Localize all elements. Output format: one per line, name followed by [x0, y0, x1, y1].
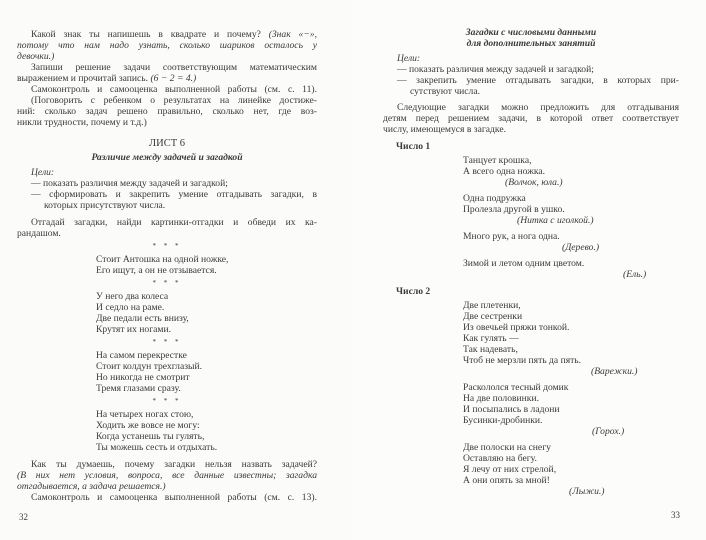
riddle-line: Его ищут, а он не отзывается.	[96, 265, 217, 276]
intro-line: детям перед решением задачи, в которой ответ соответствует	[383, 113, 679, 124]
riddle-line: Но никогда не смотрит	[96, 372, 190, 383]
section-title: Загадки с числовыми данными	[465, 27, 597, 38]
goal-item: — закрепить умение отгадывать загадки, в которых при-	[397, 75, 679, 86]
riddle-line: Из овечьей пряжи тонкой.	[463, 322, 570, 333]
riddle-line: Одна подружка	[463, 193, 526, 204]
right-page	[353, 0, 706, 540]
riddle-line: Две сестренки	[463, 311, 523, 322]
riddle-line: Стоит Антошка на одной ножке,	[96, 254, 229, 265]
riddle-answer: (Лыжи.)	[569, 486, 605, 497]
sheet-title: ЛИСТ 6	[149, 138, 185, 149]
riddle-answer: (Нитка с иголкой.)	[517, 215, 594, 226]
riddle-answer: (Горох.)	[592, 426, 625, 437]
riddle-line: И седло на раме.	[96, 302, 165, 313]
riddle-line: Чтоб не мерзли пять да пять.	[463, 355, 582, 366]
stars-separator: * * *	[152, 397, 182, 405]
riddle-line: На четырех ногах стою,	[96, 409, 194, 420]
riddle-line: Я лечу от них стрелой,	[463, 464, 557, 475]
number-1-heading: Число 1	[396, 141, 431, 152]
answer-text: (Знак «−»,	[268, 29, 318, 40]
riddle-line: У него два колеса	[96, 291, 169, 302]
riddle	[383, 300, 679, 377]
riddle	[383, 382, 679, 437]
intro-line: числу, имеющемуся в загадке.	[383, 124, 506, 135]
riddle-line: Оставляю на бегу.	[463, 453, 537, 464]
goal-item: — показать различия между задачей и загадкой;	[31, 178, 228, 189]
answer-text: потому что нам надо узнать, сколько шариков осталось у	[17, 40, 317, 51]
riddle	[96, 254, 317, 276]
riddle-line: А они опять за мной!	[463, 475, 550, 486]
riddle	[383, 258, 679, 280]
answer-text: девочки.)	[17, 51, 55, 62]
paragraph-line: (Поговорить с ребенком о результатах на линейке достиже-	[31, 95, 317, 106]
question-line: Как ты думаешь, почему загадки нельзя назвать задачей?	[31, 459, 317, 470]
goal-item: сутствуют числа.	[410, 86, 480, 97]
riddle-line: Как гулять —	[463, 333, 519, 344]
goals-label: Цели:	[397, 53, 421, 64]
riddle-line: Две плетенки,	[463, 300, 521, 311]
riddle-line: Бусинки-дробинки.	[463, 415, 543, 426]
stars-separator: * * *	[152, 279, 182, 287]
selfcheck-line: Самоконтроль и самооценка выполненной работы (см. с. 13).	[31, 492, 317, 503]
riddle	[96, 291, 317, 335]
riddle-answer: (Варежки.)	[591, 366, 638, 377]
answer-text: отгадывается, а задача решается.)	[17, 481, 166, 492]
riddle-line: Когда устанешь ты гулять,	[96, 431, 205, 442]
number-2-heading: Число 2	[396, 286, 431, 297]
selfcheck-line: Самоконтроль и самооценка выполненной работы (см. с. 11).	[31, 84, 317, 95]
riddle-line: На самом перекрестке	[96, 350, 187, 361]
riddle-line: Пролезла другой в ушко.	[463, 204, 565, 215]
riddle-line: А всего одна ножка.	[463, 166, 546, 177]
riddle-line: И посыпались в ладони	[463, 404, 560, 415]
riddle-line: Крутят их ногами.	[96, 324, 171, 335]
riddle-line: Ты можешь сесть и отдыхать.	[96, 442, 218, 453]
goal-item: — сформировать и закрепить умение отгадывать загадки, в	[31, 189, 317, 200]
answer-text: (В них нет условия, вопроса, все данные известны; загадка	[17, 470, 317, 481]
riddle-answer: (Волчок, юла.)	[505, 177, 563, 188]
riddle-line: Ходить же вовсе не могу:	[96, 420, 200, 431]
right-column	[383, 27, 679, 497]
riddle	[383, 442, 679, 497]
page-number: 33	[671, 510, 680, 520]
section-title: для дополнительных занятий	[466, 38, 596, 49]
goals-label: Цели:	[31, 167, 55, 178]
riddle-answer: (Ель.)	[623, 269, 647, 280]
riddle	[383, 231, 679, 253]
task-line: Отгадай загадки, найди картинки-отгадки и обведи их ка-	[31, 217, 317, 228]
equation: (6 − 2 = 4.)	[150, 73, 197, 84]
riddle-line: Зимой и летом одним цветом.	[463, 258, 585, 269]
riddle-line: Две полоски на снегу	[463, 442, 551, 453]
stars-separator: * * *	[152, 242, 182, 250]
riddle	[383, 193, 679, 226]
riddle	[96, 409, 317, 453]
paragraph-line: никли трудности, почему и т.д.)	[17, 117, 147, 128]
riddle	[96, 350, 317, 394]
stars-separator: * * *	[152, 338, 182, 346]
left-column	[17, 29, 317, 503]
riddle-line: На две половинки.	[463, 393, 539, 404]
riddle-line: Танцует крошка,	[463, 155, 532, 166]
task-line: рандашом.	[17, 228, 61, 239]
riddle-line: Тремя глазами сразу.	[96, 383, 181, 394]
text: выражением и прочитай запись.	[17, 73, 151, 84]
intro-line: Следующие загадки можно предложить для отгадывания	[397, 102, 679, 113]
riddle-line: Раскололся тесный домик	[463, 382, 569, 393]
paragraph-line	[17, 29, 317, 40]
paragraph-line: Запиши решение задачи соответствующим математическим	[31, 62, 317, 73]
paragraph-line	[17, 73, 317, 84]
page-number: 32	[19, 512, 28, 522]
riddle-line: Две педали есть внизу,	[96, 313, 189, 324]
goal-item: — показать различия между задачей и загадкой;	[397, 64, 594, 75]
sheet-subtitle: Различие между задачей и загадкой	[91, 152, 243, 163]
goal-item: которых присутствуют числа.	[44, 200, 166, 211]
paragraph-line: ний: сколько задач решено правильно, сколько нет, где воз-	[17, 106, 317, 117]
text: Какой знак ты напишешь в квадрате и почему?	[31, 29, 269, 40]
riddle-answer: (Дерево.)	[562, 242, 600, 253]
riddle-line: Много рук, а нога одна.	[463, 231, 560, 242]
riddle	[383, 155, 679, 188]
riddle-line: Так надевать,	[463, 344, 518, 355]
riddle-line: Стоит колдун трехглазый.	[96, 361, 202, 372]
